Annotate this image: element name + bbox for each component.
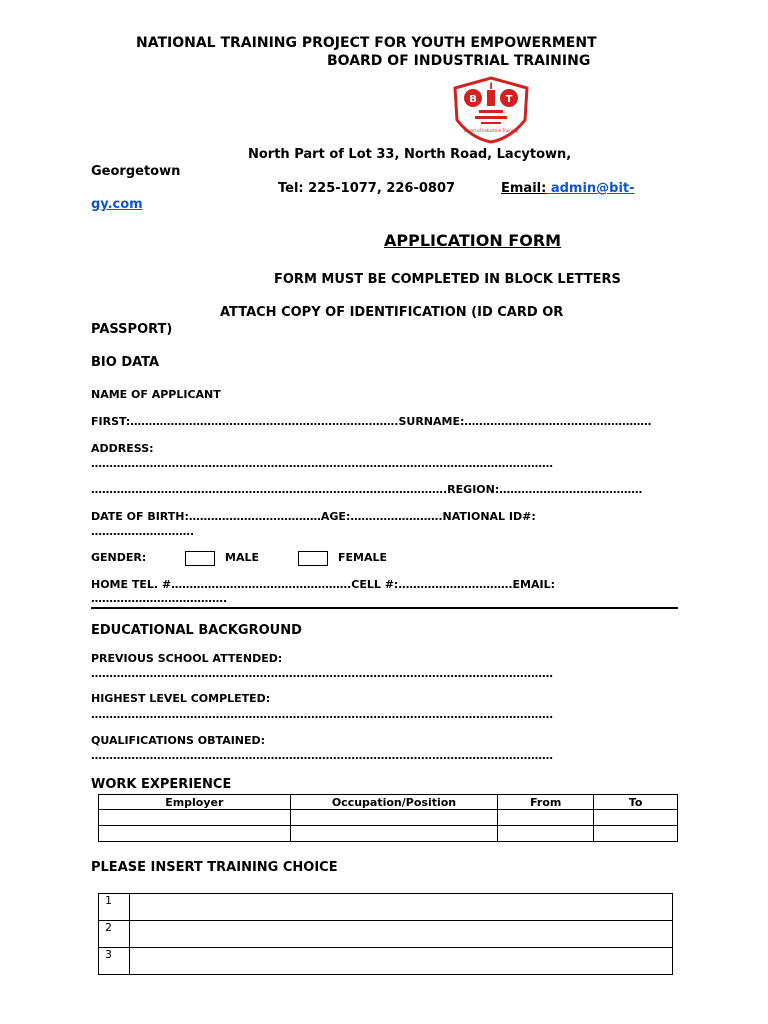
table-row: [99, 826, 678, 842]
instruction-attach-id-cont: PASSPORT): [91, 322, 173, 337]
work-experience-heading: WORK EXPERIENCE: [91, 777, 232, 792]
work-cell[interactable]: [290, 810, 498, 826]
training-choice-cell[interactable]: [130, 948, 673, 975]
training-choice-cell[interactable]: [130, 894, 673, 921]
work-cell[interactable]: [99, 826, 291, 842]
header-line-2: BOARD OF INDUSTRIAL TRAINING: [327, 53, 591, 69]
education-heading: EDUCATIONAL BACKGROUND: [91, 623, 302, 638]
instruction-block-letters: FORM MUST BE COMPLETED IN BLOCK LETTERS: [274, 272, 621, 287]
logo-letter-t: T: [505, 94, 513, 105]
email-link-part2[interactable]: gy.com: [91, 197, 143, 212]
training-choice-table: [98, 893, 673, 975]
section-divider: [91, 607, 678, 609]
logo-letter-b: B: [469, 94, 477, 105]
previous-school-label: PREVIOUS SCHOOL ATTENDED:: [91, 652, 283, 665]
previous-school-field[interactable]: ………………………………………………………………………………………………………………: [91, 667, 553, 680]
telephone: Tel: 225-1077, 226-0807: [278, 181, 456, 196]
qualifications-field[interactable]: ………………………………………………………………………………………………………………: [91, 749, 553, 762]
bio-data-heading: BIO DATA: [91, 355, 160, 370]
work-experience-table: [98, 794, 678, 842]
address-line: North Part of Lot 33, North Road, Lacytown,: [248, 147, 572, 162]
training-choice-heading: PLEASE INSERT TRAINING CHOICE: [91, 860, 338, 875]
address-field-1[interactable]: ………………………………………………………………………………………………………………: [91, 457, 553, 470]
dob-age-id-field-cont[interactable]: ……………………….: [91, 525, 195, 538]
column-from: From: [498, 795, 594, 810]
bit-logo-icon: [451, 76, 531, 144]
first-surname-field[interactable]: FIRST:……………………………………………………………….SURNAME:……………………………………………: [91, 415, 652, 428]
logo-caption: Board of Industrial Training: [464, 128, 518, 133]
column-employer: Employer: [99, 795, 291, 810]
male-label: MALE: [225, 551, 259, 564]
work-cell[interactable]: [594, 810, 678, 826]
address-city: Georgetown: [91, 164, 181, 179]
email-link-part1[interactable]: admin@bit-: [546, 181, 635, 196]
logo-letter-i: I: [489, 82, 493, 92]
name-of-applicant-label: NAME OF APPLICANT: [91, 388, 221, 401]
table-row: [99, 921, 673, 948]
gender-label: GENDER:: [91, 551, 147, 564]
table-row: [99, 810, 678, 826]
work-cell[interactable]: [498, 826, 594, 842]
female-checkbox[interactable]: [298, 551, 328, 566]
form-title: APPLICATION FORM: [384, 231, 562, 250]
highest-level-label: HIGHEST LEVEL COMPLETED:: [91, 692, 271, 705]
training-choice-cell[interactable]: [130, 921, 673, 948]
contact-field-cont[interactable]: ……………………………….: [91, 592, 228, 605]
table-header-row: [99, 795, 678, 810]
email-label: Email:: [501, 181, 547, 196]
training-row-number: 1: [99, 894, 130, 921]
table-row: [99, 948, 673, 975]
male-checkbox[interactable]: [185, 551, 215, 566]
female-label: FEMALE: [338, 551, 388, 564]
column-occupation: Occupation/Position: [290, 795, 498, 810]
training-row-number: 3: [99, 948, 130, 975]
work-cell[interactable]: [498, 810, 594, 826]
work-cell[interactable]: [99, 810, 291, 826]
header-line-1: NATIONAL TRAINING PROJECT FOR YOUTH EMPOWERMENT: [136, 35, 597, 51]
email-row: [501, 181, 635, 196]
table-row: [99, 894, 673, 921]
contact-field[interactable]: HOME TEL. #………………………………………….CELL #:………………………….EMAIL:: [91, 578, 555, 591]
highest-level-field[interactable]: ………………………………………………………………………………………………………………: [91, 708, 553, 721]
address-label: ADDRESS:: [91, 442, 154, 455]
dob-age-id-field[interactable]: DATE OF BIRTH:………………………………AGE:…………………….NATIONAL ID#:: [91, 510, 536, 523]
column-to: To: [594, 795, 678, 810]
instruction-attach-id: ATTACH COPY OF IDENTIFICATION (ID CARD OR: [220, 305, 564, 320]
training-row-number: 2: [99, 921, 130, 948]
work-cell[interactable]: [290, 826, 498, 842]
work-cell[interactable]: [594, 826, 678, 842]
qualifications-label: QUALIFICATIONS OBTAINED:: [91, 734, 266, 747]
address-region-field[interactable]: …………………………………………………………………………………….REGION:…………………………………: [91, 483, 643, 496]
